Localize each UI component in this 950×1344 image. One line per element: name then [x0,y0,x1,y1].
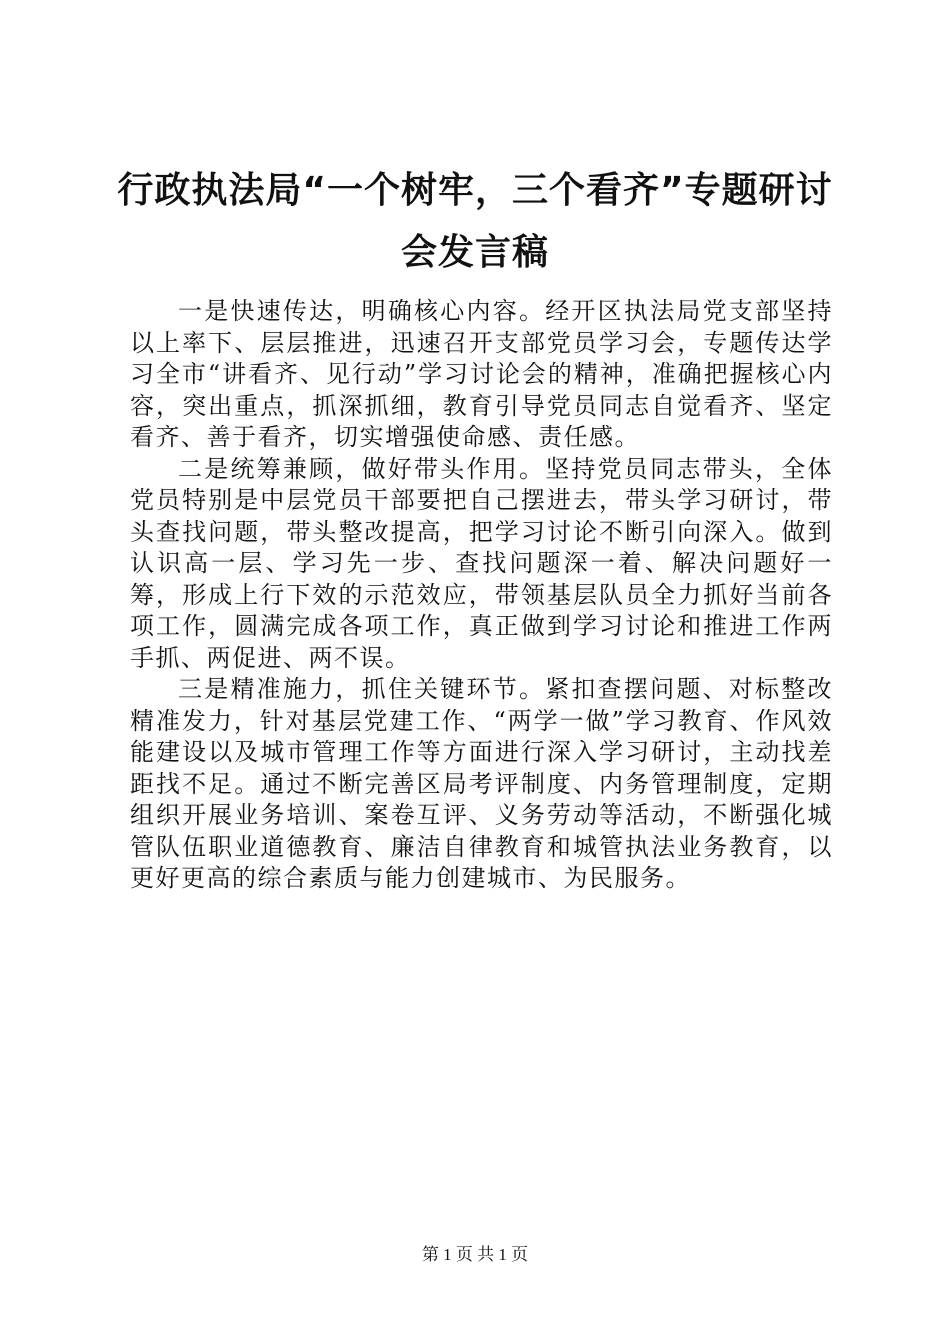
page-footer: 第 1 页 共 1 页 [421,1245,529,1264]
paragraph-2: 二是统筹兼顾，做好带头作用。坚持党员同志带头，全体党员特别是中层党员干部要把自己摆进去，带头学习研讨，带头查找问题，带头整改提高，把学习讨论不断引向深入。做到认识高一层、学习先一步、查找问题深一着、解决问题好一筹，形成上行下效的示范效应，带领基层队员全力抓好当前各项工作，圆满完成各项工作，真正做到学习讨论和推进工作两手抓、两促进、两不误。 [130,454,833,672]
document-title: 行政执法局“一个树牢，三个看齐”专题研讨会发言稿 [117,170,833,273]
paragraph-1: 一是快速传达，明确核心内容。经开区执法局党支部坚持以上率下、层层推进，迅速召开支部党员学习会，专题传达学习全市“讲看齐、见行动”学习讨论会的精神，准确把握核心内容，突出重点，抓深抓细，教育引导党员同志自觉看齐、坚定看齐、善于看齐，切实增强使命感、责任感。 [130,297,833,451]
document-body [130,296,833,895]
paragraph-3: 三是精准施力，抓住关键环节。紧扣查摆问题、对标整改精准发力，针对基层党建工作、“两学一做”学习教育、作风效能建设以及城市管理工作等方面进行深入学习研讨，主动找差距找不足。通过不断完善区局考评制度、内务管理制度，定期组织开展业务培训、案卷互评、义务劳动等活动，不断强化城管队伍职业道德教育、廉洁自律教育和城管执法业务教育，以更好更高的综合素质与能力创建城市、为民服务。 [130,675,833,892]
